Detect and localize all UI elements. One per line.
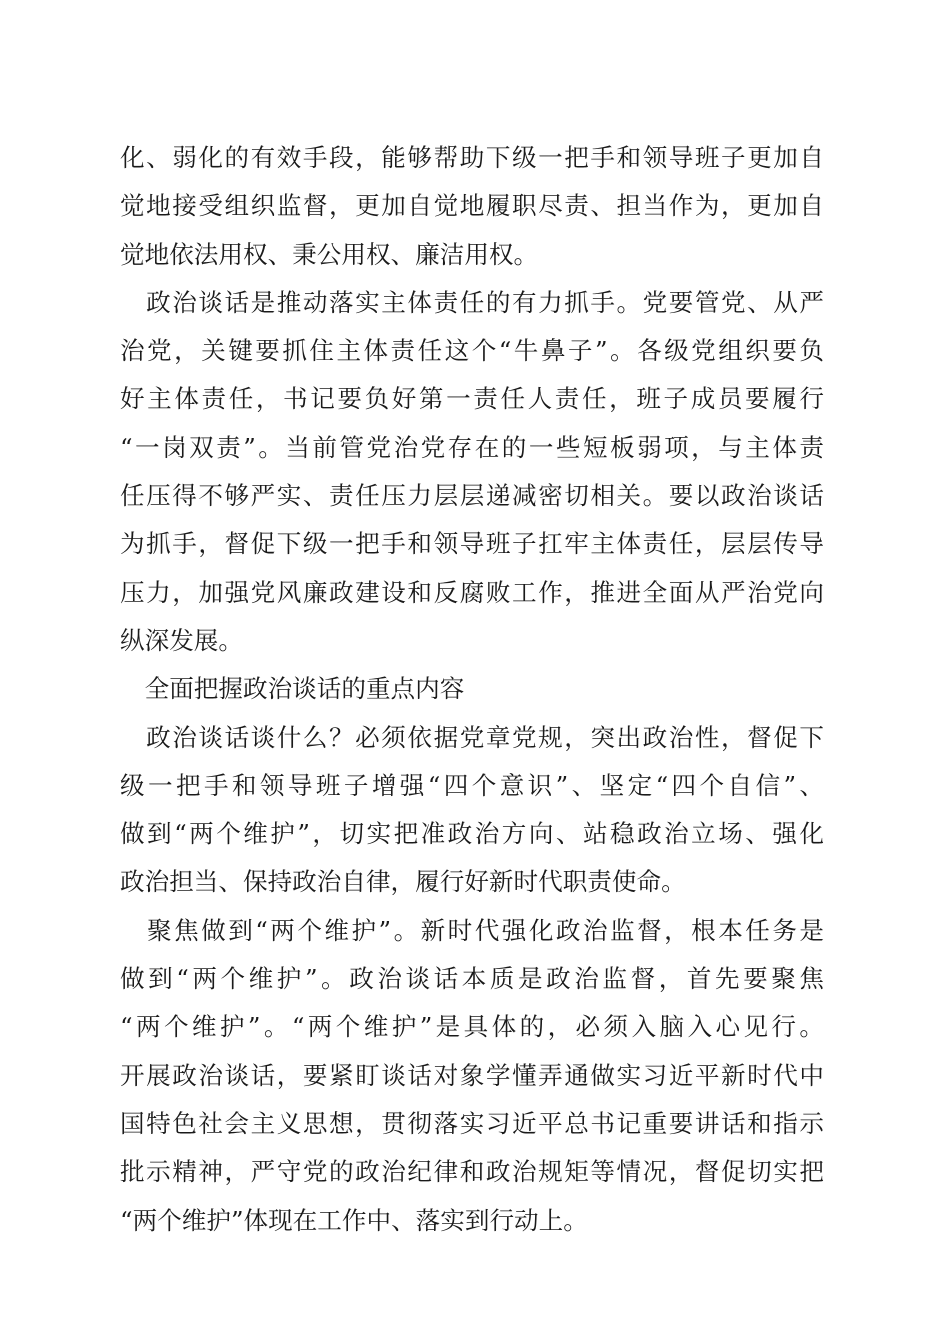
text-line: 做到“两个维护”，切实把准政治方向、站稳政治立场、强化	[120, 819, 824, 849]
text-line: 任压得不够严实、责任压力层层递减密切相关。要以政治谈话	[120, 481, 824, 511]
text-line: 开展政治谈话，要紧盯谈话对象学懂弄通做实习近平新时代中	[120, 1060, 824, 1090]
text-line: 纵深发展。	[120, 625, 243, 655]
text-line: 国特色社会主义思想，贯彻落实习近平总书记重要讲话和指示	[120, 1108, 824, 1138]
text-line: 为抓手，督促下级一把手和领导班子扛牢主体责任，层层传导	[120, 529, 824, 559]
text-line: 化、弱化的有效手段，能够帮助下级一把手和领导班子更加自	[120, 143, 824, 172]
text-line: “两个维护”体现在工作中、落实到行动上。	[120, 1205, 588, 1235]
text-line: 觉地接受组织监督，更加自觉地履职尽责、担当作为，更加自	[120, 191, 824, 221]
text-line: 聚焦做到“两个维护”。新时代强化政治监督，根本任务是	[120, 915, 824, 945]
text-line: 政治担当、保持政治自律，履行好新时代职责使命。	[120, 867, 686, 897]
document-page	[120, 134, 824, 1245]
text-line: 政治谈话是推动落实主体责任的有力抓手。党要管党、从严	[120, 287, 824, 317]
text-line: 级一把手和领导班子增强“四个意识”、坚定“四个自信”、	[120, 770, 824, 800]
section-heading: 全面把握政治谈话的重点内容	[120, 674, 465, 704]
text-line: 做到“两个维护”。政治谈话本质是政治监督，首先要聚焦	[120, 964, 824, 994]
text-line: 批示精神，严守党的政治纪律和政治规矩等情况，督促切实把	[120, 1157, 824, 1187]
text-line: 好主体责任，书记要负好第一责任人责任，班子成员要履行	[120, 384, 824, 414]
text-line: 治党，关键要抓住主体责任这个“牛鼻子”。各级党组织要负	[120, 336, 824, 366]
text-line: 压力，加强党风廉政建设和反腐败工作，推进全面从严治党向	[120, 577, 824, 607]
text-line: “一岗双责”。当前管党治党存在的一些短板弱项，与主体责	[120, 432, 824, 462]
text-line: 觉地依法用权、秉公用权、廉洁用权。	[120, 239, 539, 269]
text-line: “两个维护”。“两个维护”是具体的，必须入脑入心见行。	[120, 1012, 824, 1042]
text-line: 政治谈话谈什么？必须依据党章党规，突出政治性，督促下	[120, 722, 824, 752]
